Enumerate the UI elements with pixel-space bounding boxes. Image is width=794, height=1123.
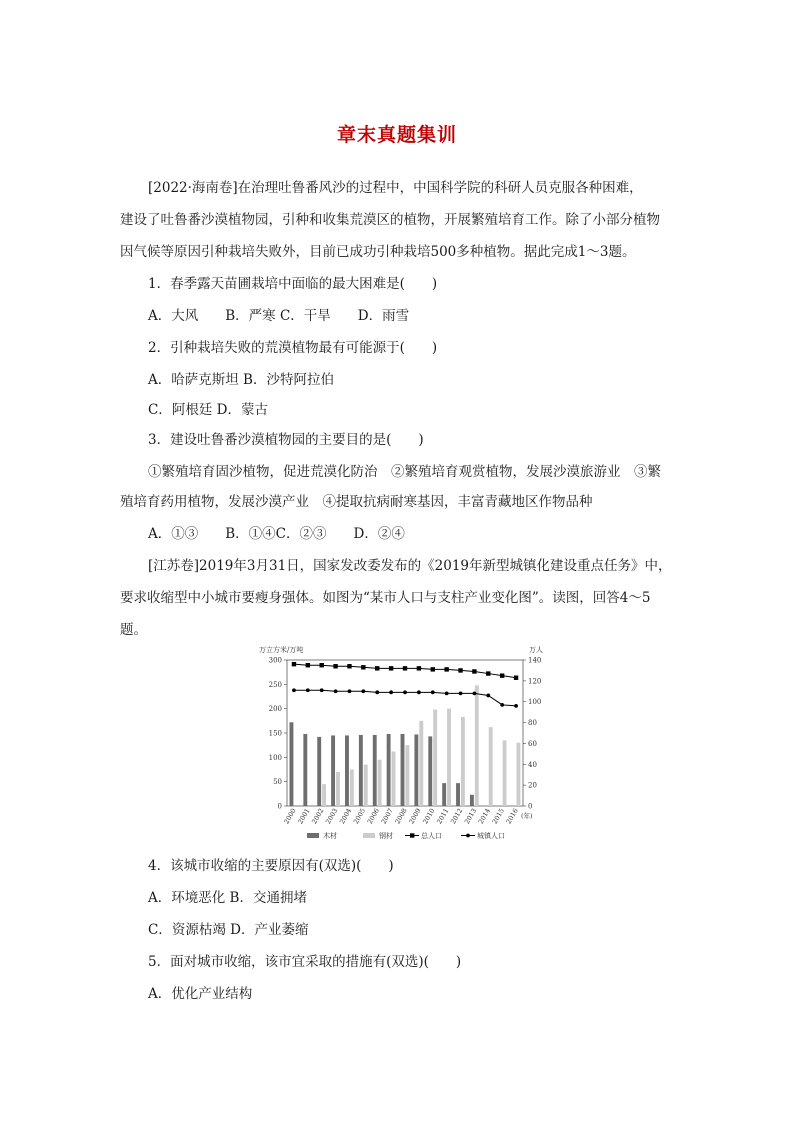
right-axis-label: 万人 <box>529 646 543 654</box>
point-总人口-2004 <box>347 664 351 668</box>
bar-木材-2007 <box>387 734 391 806</box>
text-line-q4: 4．该城市收缩的主要原因有(双选)( ) <box>148 858 394 874</box>
legend-swatch-钢材 <box>363 833 375 838</box>
bar-钢材-2010 <box>433 710 437 806</box>
bar-钢材-2016 <box>517 743 521 806</box>
point-城镇人口-2010 <box>431 690 435 694</box>
left-tick-label: 150 <box>268 729 282 738</box>
point-总人口-2006 <box>375 666 379 670</box>
legend-swatch-木材 <box>307 833 319 838</box>
right-tick-label: 80 <box>528 719 537 728</box>
x-tick-label-2007: 2007 <box>379 807 395 826</box>
text-line-q1a: A．大风 B．严寒 C．干旱 D．雨雪 <box>148 308 410 324</box>
point-城镇人口-2016 <box>514 704 518 708</box>
bar-钢材-2008 <box>405 745 409 806</box>
point-城镇人口-2009 <box>417 690 421 694</box>
left-axis-label: 万立方米/万吨 <box>259 646 304 654</box>
text-line-intro4: [江苏卷]2019年3月31日，国家发改委发布的《2019年新型城镇化建设重点任务》中， <box>148 558 672 574</box>
point-城镇人口-2013 <box>473 691 477 695</box>
text-line-q4b: C．资源枯竭 D．产业萎缩 <box>148 922 309 938</box>
legend-marker-总人口 <box>410 833 414 837</box>
text-line-q2b: C．阿根廷 D．蒙古 <box>148 402 268 418</box>
point-总人口-2002 <box>320 663 324 667</box>
right-tick-label: 140 <box>528 656 542 665</box>
point-总人口-2010 <box>431 667 435 671</box>
text-line-q5a: A．优化产业结构 <box>148 986 253 1002</box>
x-tick-label-2006: 2006 <box>365 807 381 826</box>
text-line-q1: 1．春季露天苗圃栽培中面临的最大困难是( ) <box>148 276 438 292</box>
left-tick-label: 50 <box>273 778 282 787</box>
x-tick-label-2008: 2008 <box>393 807 409 826</box>
x-tick-label-2015: 2015 <box>490 807 506 826</box>
x-tick-label-2003: 2003 <box>324 807 340 826</box>
left-tick-label: 300 <box>268 656 282 665</box>
point-城镇人口-2014 <box>486 694 490 698</box>
bar-木材-2000 <box>289 722 293 806</box>
x-tick-label-2014: 2014 <box>476 807 493 826</box>
x-tick-label-2016: 2016 <box>504 807 520 826</box>
text-line-intro1: [2022·海南卷]在治理吐鲁番风沙的过程中，中国科学院的科研人员克服各种困难， <box>148 180 643 196</box>
left-tick-label: 0 <box>277 802 282 811</box>
bar-钢材-2015 <box>503 740 507 806</box>
point-总人口-2011 <box>444 667 448 671</box>
text-line-q3a: A．①③ B．①④C．②③ D．②④ <box>148 526 405 542</box>
bar-钢材-2011 <box>447 709 451 806</box>
bar-木材-2010 <box>428 736 432 806</box>
x-unit-label: (年) <box>521 812 533 820</box>
x-tick-label-2009: 2009 <box>407 807 423 826</box>
x-tick-label-2000: 2000 <box>282 807 298 826</box>
bar-木材-2011 <box>442 783 446 806</box>
legend-label-总人口: 总人口 <box>421 832 442 840</box>
x-tick-label-2013: 2013 <box>462 807 479 826</box>
bar-木材-2008 <box>401 734 405 806</box>
x-tick-label-2012: 2012 <box>449 807 465 826</box>
right-tick-label: 120 <box>528 677 542 686</box>
point-城镇人口-2006 <box>375 690 379 694</box>
bar-木材-2013 <box>470 795 474 806</box>
legend-label-城镇人口: 城镇人口 <box>477 832 505 840</box>
right-tick-label: 40 <box>528 760 537 769</box>
point-城镇人口-2011 <box>445 691 449 695</box>
bar-钢材-2006 <box>378 760 382 806</box>
text-line-intro3: 因气候等原因引种栽培失败外，目前已成功引种栽培500多种植物。据此完成1～3题。 <box>120 244 636 260</box>
bar-木材-2001 <box>303 734 307 806</box>
bar-木材-2002 <box>317 737 321 806</box>
x-tick-label-2010: 2010 <box>421 807 437 826</box>
text-line-q3o2: 殖培育药用植物，发展沙漠产业 ④提取抗病耐寒基因，丰富青藏地区作物品种 <box>120 494 593 510</box>
bar-木材-2009 <box>414 734 418 806</box>
point-总人口-2008 <box>403 666 407 670</box>
point-城镇人口-2015 <box>500 703 504 707</box>
point-城镇人口-2002 <box>320 688 324 692</box>
bar-钢材-2014 <box>489 727 493 806</box>
x-tick-label-2004: 2004 <box>338 807 354 826</box>
point-总人口-2005 <box>361 665 365 669</box>
bar-钢材-2004 <box>350 770 354 807</box>
bar-木材-2003 <box>331 735 335 806</box>
point-总人口-2016 <box>514 676 518 680</box>
left-tick-label: 200 <box>268 705 282 714</box>
point-总人口-2001 <box>306 663 310 667</box>
legend-label-木材: 木材 <box>323 832 337 840</box>
x-tick-label-2005: 2005 <box>351 807 368 826</box>
point-总人口-2015 <box>500 673 504 677</box>
x-tick-label-2001: 2001 <box>296 807 312 826</box>
plot-frame <box>287 660 523 806</box>
x-tick-label-2002: 2002 <box>310 807 326 826</box>
right-tick-label: 100 <box>528 698 542 707</box>
point-总人口-2012 <box>458 668 462 672</box>
bar-钢材-2005 <box>364 765 368 806</box>
legend-label-钢材: 钢材 <box>379 832 393 840</box>
right-tick-label: 0 <box>528 802 533 811</box>
right-tick-label: 60 <box>528 739 537 748</box>
bar-木材-2006 <box>373 735 377 806</box>
text-line-q5: 5．面对城市收缩，该市宜采取的措施有(双选)( ) <box>148 954 462 970</box>
x-tick-label-2011: 2011 <box>435 807 451 826</box>
text-line-q3: 3．建设吐鲁番沙漠植物园的主要目的是( ) <box>148 432 424 448</box>
point-城镇人口-2008 <box>403 690 407 694</box>
chart-svg <box>255 642 555 847</box>
bar-钢材-2013 <box>475 685 479 806</box>
point-城镇人口-2001 <box>306 688 310 692</box>
point-城镇人口-2004 <box>348 689 352 693</box>
text-line-intro6: 题。 <box>120 622 147 638</box>
right-tick-label: 20 <box>528 781 537 790</box>
point-总人口-2003 <box>333 664 337 668</box>
bar-钢材-2007 <box>392 751 396 806</box>
population-industry-chart <box>255 642 555 847</box>
legend-marker-城镇人口 <box>466 834 470 838</box>
bar-木材-2012 <box>456 783 460 806</box>
point-总人口-2000 <box>292 662 296 666</box>
page-title: 章末真题集训 <box>336 124 457 146</box>
point-城镇人口-2012 <box>459 691 463 695</box>
point-城镇人口-2000 <box>292 688 296 692</box>
text-line-intro2: 建设了吐鲁番沙漠植物园，引种和收集荒漠区的植物，开展繁殖培育工作。除了小部分植物 <box>120 212 660 228</box>
text-line-q2: 2．引种栽培失败的荒漠植物最有可能源于( ) <box>148 340 438 356</box>
bar-木材-2005 <box>359 735 363 806</box>
text-line-q3o1: ①繁殖培育固沙植物，促进荒漠化防治 ②繁殖培育观赏植物，发展沙漠旅游业 ③繁 <box>148 464 661 480</box>
bar-钢材-2003 <box>336 772 340 806</box>
text-line-q2a: A．哈萨克斯坦 B．沙特阿拉伯 <box>148 372 334 388</box>
point-总人口-2013 <box>472 669 476 673</box>
point-城镇人口-2007 <box>389 690 393 694</box>
left-tick-label: 250 <box>268 680 282 689</box>
bar-钢材-2009 <box>419 721 423 806</box>
text-line-q4a: A．环境恶化 B．交通拥堵 <box>148 890 307 906</box>
point-总人口-2007 <box>389 666 393 670</box>
bar-钢材-2012 <box>461 717 465 806</box>
point-总人口-2009 <box>417 666 421 670</box>
point-城镇人口-2005 <box>361 689 365 693</box>
point-城镇人口-2003 <box>334 689 338 693</box>
point-总人口-2014 <box>486 671 490 675</box>
left-tick-label: 100 <box>268 753 282 762</box>
bar-钢材-2002 <box>322 784 326 806</box>
bar-木材-2004 <box>345 735 349 806</box>
text-line-intro5: 要求收缩型中小城市要瘦身强体。如图为“某市人口与支柱产业变化图”。读图，回答4～5 <box>120 590 651 606</box>
